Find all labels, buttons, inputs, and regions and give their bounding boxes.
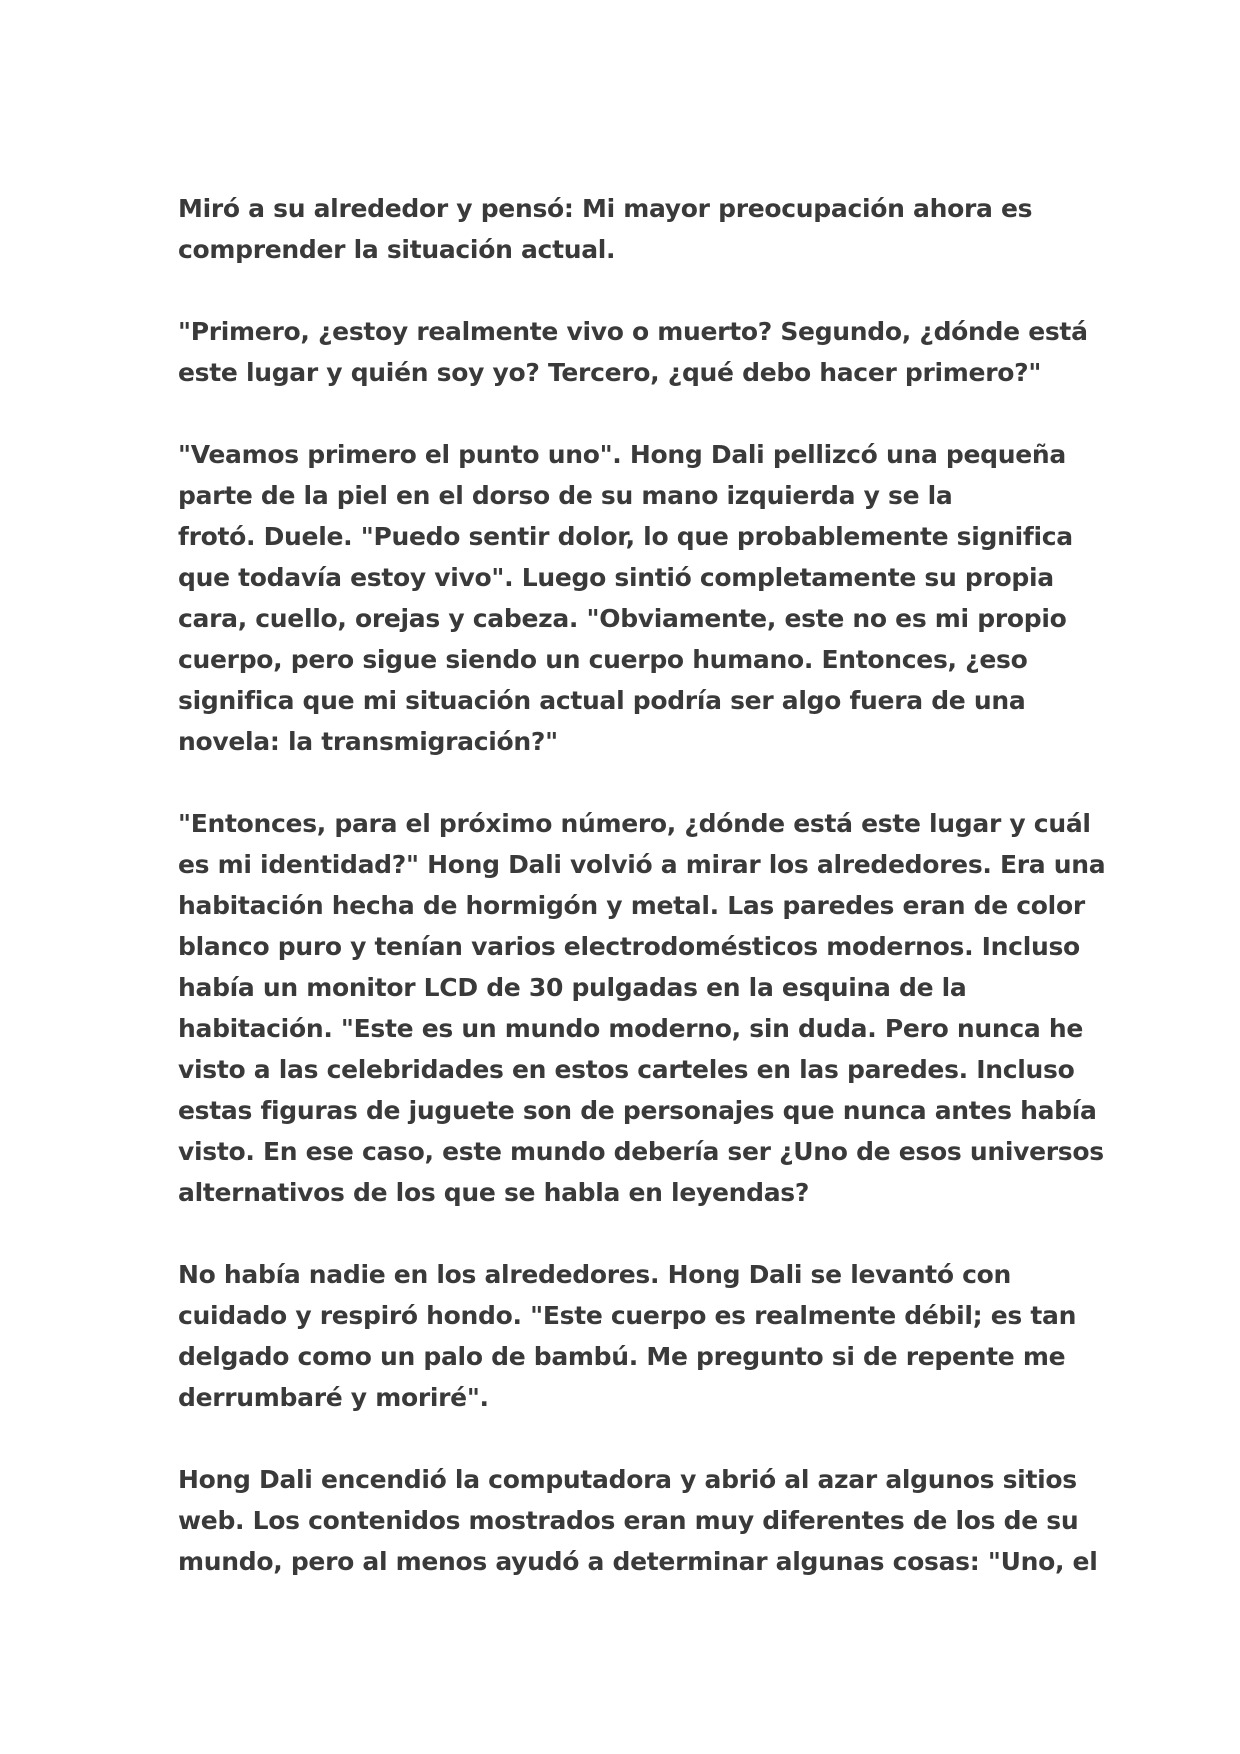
text-line: que todavía estoy vivo". Luego sintió completamente su propia [178, 563, 1054, 592]
paragraph-4 [178, 803, 1106, 1213]
text-line: estas figuras de juguete son de personajes que nunca antes había [178, 1096, 1097, 1125]
paragraph-3 [178, 434, 1073, 762]
text-line: cuidado y respiró hondo. "Este cuerpo es realmente débil; es tan [178, 1301, 1077, 1330]
text-line: Hong Dali encendió la computadora y abrió al azar algunos sitios [178, 1465, 1077, 1494]
text-line: "Entonces, para el próximo número, ¿dónde está este lugar y cuál [178, 809, 1091, 838]
text-line: es mi identidad?" Hong Dali volvió a mirar los alrededores. Era una [178, 850, 1106, 879]
text-line: habitación hecha de hormigón y metal. Las paredes eran de color [178, 891, 1085, 920]
paragraph-1 [178, 188, 1058, 270]
paragraph-2 [178, 311, 1088, 393]
text-line: mundo, pero al menos ayudó a determinar algunas cosas: "Uno, el [178, 1547, 1098, 1576]
text-line: web. Los contenidos mostrados eran muy diferentes de los de su [178, 1506, 1079, 1535]
text-line: comprender la situación actual. [178, 235, 616, 264]
text-line: cuerpo, pero sigue siendo un cuerpo humano. Entonces, ¿eso [178, 645, 1028, 674]
text-line: este lugar y quién soy yo? Tercero, ¿qué debo hacer primero?" [178, 358, 1042, 387]
text-line: No había nadie en los alrededores. Hong Dali se levantó con [178, 1260, 1012, 1289]
text-line: novela: la transmigración?" [178, 727, 558, 756]
text-line: había un monitor LCD de 30 pulgadas en la esquina de la [178, 973, 967, 1002]
text-line: derrumbaré y moriré". [178, 1383, 489, 1412]
text-line: parte de la piel en el dorso de su mano izquierda y se la [178, 481, 953, 510]
text-line: blanco puro y tenían varios electrodomésticos modernos. Incluso [178, 932, 1080, 961]
text-line: alternativos de los que se habla en leyendas? [178, 1178, 810, 1207]
text-line: significa que mi situación actual podría ser algo fuera de una [178, 686, 1026, 715]
text-line: visto. En ese caso, este mundo debería ser ¿Uno de esos universos [178, 1137, 1104, 1166]
paragraph-5 [178, 1254, 1077, 1418]
text-line: frotó. Duele. "Puedo sentir dolor, lo que probablemente significa [178, 522, 1073, 551]
text-line: visto a las celebridades en estos carteles en las paredes. Incluso [178, 1055, 1075, 1084]
document-body [178, 188, 1106, 1623]
text-line: "Veamos primero el punto uno". Hong Dali pellizcó una pequeña [178, 440, 1066, 469]
text-line: "Primero, ¿estoy realmente vivo o muerto? Segundo, ¿dónde está [178, 317, 1088, 346]
text-line: Miró a su alrededor y pensó: Mi mayor preocupación ahora es [178, 194, 1033, 223]
text-line: delgado como un palo de bambú. Me pregunto si de repente me [178, 1342, 1066, 1371]
text-line: cara, cuello, orejas y cabeza. "Obviamente, este no es mi propio [178, 604, 1067, 633]
text-line: habitación. "Este es un mundo moderno, sin duda. Pero nunca he [178, 1014, 1083, 1043]
paragraph-6 [178, 1459, 1098, 1582]
